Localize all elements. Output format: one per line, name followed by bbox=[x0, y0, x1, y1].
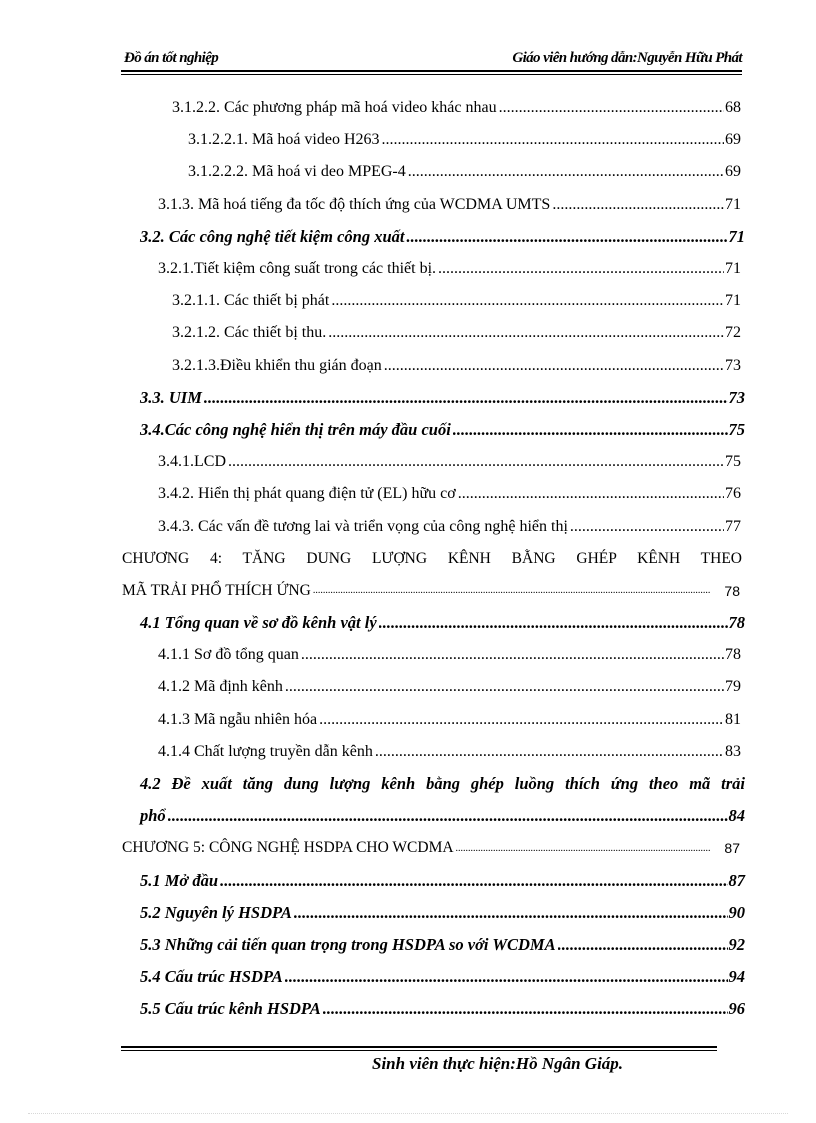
toc-entry[interactable] bbox=[140, 607, 745, 639]
toc-leader bbox=[319, 711, 724, 729]
toc-entry-title: 4.1.2 Mã định kênh bbox=[158, 678, 283, 696]
toc-entry-title: 3.3. UIM bbox=[140, 387, 202, 407]
toc-entry-page: 76 bbox=[725, 485, 741, 503]
toc-entry-title: 4.2 Đề xuất tăng dung lượng kênh bằng ghép luồng thích ứng theo mã trải bbox=[140, 773, 745, 793]
toc-entry-title: 3.2.1.2. Các thiết bị thu. bbox=[172, 324, 327, 342]
header-rule-thin bbox=[121, 74, 742, 75]
toc-entry-page: 71 bbox=[725, 292, 741, 310]
toc-entry-title: 3.2.1.Tiết kiệm công suất trong các thiết bị. bbox=[158, 260, 437, 278]
toc-entry-title: 3.1.2.2.1. Mã hoá video H263 bbox=[188, 131, 380, 149]
toc-entry[interactable] bbox=[140, 414, 745, 446]
toc-leader bbox=[228, 453, 724, 471]
toc-leader bbox=[456, 843, 711, 854]
toc-entry-title: 3.4.Các công nghệ hiển thị trên máy đầu cuối bbox=[140, 419, 451, 439]
toc-leader bbox=[458, 485, 724, 503]
toc-leader bbox=[313, 585, 711, 596]
toc-entry[interactable] bbox=[158, 189, 741, 221]
toc-leader bbox=[375, 743, 724, 761]
toc-leader bbox=[379, 613, 728, 633]
toc-group-chapter-4 bbox=[0, 607, 816, 768]
toc-entry-page: 71 bbox=[728, 226, 745, 246]
header-left: Đồ án tốt nghiệp bbox=[124, 50, 219, 66]
toc-entry-title: 3.1.2.2. Các phương pháp mã hoá video khác nhau bbox=[172, 99, 497, 117]
toc-leader bbox=[301, 646, 724, 664]
toc-leader bbox=[438, 260, 724, 278]
footer-rule-thin bbox=[121, 1050, 717, 1051]
toc-entry-title: CHƯƠNG 5: CÔNG NGHỆ HSDPA CHO WCDMA bbox=[122, 839, 454, 857]
toc-entry-page: 75 bbox=[728, 419, 745, 439]
toc-entry-title: 4.1.4 Chất lượng truyền dẫn kênh bbox=[158, 742, 373, 760]
toc-entry-title: 5.4 Cấu trúc HSDPA bbox=[140, 967, 283, 987]
toc-entry-page: 87 bbox=[724, 840, 740, 857]
toc-entry[interactable] bbox=[172, 350, 741, 382]
toc-leader bbox=[323, 999, 728, 1019]
toc-entry-page: 81 bbox=[725, 710, 741, 728]
toc-entry[interactable] bbox=[158, 478, 741, 510]
toc-entry-title: phổ bbox=[140, 806, 166, 826]
toc-entry-title: 3.4.2. Hiển thị phát quang điện tử (EL) hữu cơ bbox=[158, 485, 456, 503]
toc-entry-title: MÃ TRẢI PHỔ THÍCH ỨNG bbox=[122, 581, 311, 599]
header-rule bbox=[121, 70, 742, 72]
toc-entry-page: 69 bbox=[725, 163, 741, 181]
toc-entry-page: 72 bbox=[725, 324, 741, 342]
toc-entry-title: 3.1.2.2.2. Mã hoá vi deo MPEG-4 bbox=[188, 163, 406, 181]
toc-entry-title: 4.1.1 Sơ đồ tổng quan bbox=[158, 646, 299, 664]
toc-entry-title: 4.1 Tổng quan về sơ đồ kênh vật lý bbox=[140, 613, 377, 633]
toc-leader bbox=[331, 292, 724, 310]
toc-chapter-4-line2[interactable] bbox=[122, 575, 742, 607]
toc-leader bbox=[285, 678, 724, 696]
toc-entry-page: 71 bbox=[725, 260, 741, 278]
toc-entry[interactable] bbox=[140, 897, 745, 929]
toc-leader bbox=[294, 903, 728, 923]
toc-entry-page: 96 bbox=[728, 999, 745, 1019]
toc-entry-title: 5.3 Những cải tiến quan trọng trong HSDPA so với WCDMA bbox=[140, 934, 556, 954]
toc-entry-page: 83 bbox=[725, 742, 741, 760]
toc-entry[interactable] bbox=[158, 446, 741, 478]
toc-entry-title: 3.1.3. Mã hoá tiếng đa tốc độ thích ứng của WCDMA UMTS bbox=[158, 195, 551, 213]
toc-entry[interactable] bbox=[158, 671, 741, 703]
toc-entry-4-2-line2[interactable] bbox=[140, 800, 745, 832]
toc-entry-page: 77 bbox=[725, 517, 741, 535]
toc-leader bbox=[453, 420, 728, 440]
toc-entry-title: CHƯƠNG 4: TĂNG DUNG LƯỢNG KÊNH BẰNG GHÉP KÊNH THEO bbox=[122, 549, 742, 567]
toc-entry-page: 68 bbox=[725, 99, 741, 117]
toc-group-chapter-3 bbox=[0, 92, 816, 543]
header-right: Giáo viên hướng dẫn:Nguyễn Hữu Phát bbox=[512, 50, 742, 66]
toc-entry-title: 5.5 Cấu trúc kênh HSDPA bbox=[140, 999, 321, 1019]
toc-entry-page: 78 bbox=[725, 646, 741, 664]
toc-entry[interactable] bbox=[140, 382, 745, 414]
toc-leader bbox=[382, 131, 724, 149]
toc-leader bbox=[384, 357, 724, 375]
toc-entry-title: 5.1 Mở đầu bbox=[140, 870, 219, 890]
toc-entry-page: 75 bbox=[725, 453, 741, 471]
toc-entry-page: 90 bbox=[728, 902, 745, 922]
toc-entry-page: 69 bbox=[725, 131, 741, 149]
table-of-contents bbox=[0, 92, 816, 1025]
toc-leader bbox=[552, 196, 724, 214]
toc-entry-title: 3.4.1.LCD bbox=[158, 453, 226, 471]
toc-leader bbox=[204, 388, 728, 408]
toc-entry[interactable] bbox=[140, 929, 745, 961]
toc-group-chapter-5 bbox=[0, 865, 816, 1026]
toc-entry-title: 3.2. Các công nghệ tiết kiệm công xuất bbox=[140, 226, 405, 246]
toc-chapter-4-line1[interactable] bbox=[122, 543, 742, 575]
toc-leader bbox=[406, 227, 727, 247]
toc-entry[interactable] bbox=[158, 253, 741, 285]
toc-entry-page: 71 bbox=[725, 195, 741, 213]
toc-entry-page: 87 bbox=[728, 870, 745, 890]
toc-leader bbox=[220, 871, 727, 891]
toc-entry-title: 3.4.3. Các vấn đề tương lai và triển vọng của công nghệ hiển thị bbox=[158, 517, 568, 535]
toc-entry[interactable] bbox=[158, 704, 741, 736]
toc-entry[interactable] bbox=[140, 221, 745, 253]
page-edge bbox=[28, 1113, 788, 1115]
toc-leader bbox=[285, 967, 728, 987]
toc-entry[interactable] bbox=[140, 865, 745, 897]
toc-leader bbox=[558, 935, 728, 955]
toc-entry-page: 92 bbox=[728, 934, 745, 954]
toc-entry[interactable] bbox=[172, 285, 741, 317]
toc-entry-page: 78 bbox=[724, 582, 740, 599]
toc-entry[interactable] bbox=[172, 317, 741, 349]
toc-chapter-5[interactable] bbox=[122, 832, 742, 864]
toc-entry[interactable] bbox=[140, 961, 745, 993]
toc-entry-page: 73 bbox=[728, 387, 745, 407]
toc-entry[interactable] bbox=[158, 736, 741, 768]
toc-leader bbox=[168, 806, 728, 826]
toc-entry[interactable] bbox=[158, 510, 741, 542]
toc-entry-page: 94 bbox=[728, 967, 745, 987]
toc-leader bbox=[328, 324, 724, 342]
toc-leader bbox=[570, 518, 724, 536]
toc-entry-4-2-line1[interactable] bbox=[140, 768, 745, 800]
toc-entry-title: 4.1.3 Mã ngẫu nhiên hóa bbox=[158, 710, 318, 728]
toc-entry[interactable] bbox=[158, 639, 741, 671]
toc-entry[interactable] bbox=[188, 156, 741, 188]
footer-rule bbox=[121, 1046, 717, 1048]
toc-entry-title: 5.2 Nguyên lý HSDPA bbox=[140, 902, 292, 922]
footer-author: Sinh viên thực hiện:Hồ Ngân Giáp. bbox=[372, 1054, 624, 1073]
toc-entry-page: 78 bbox=[728, 613, 745, 633]
toc-entry[interactable] bbox=[140, 993, 745, 1025]
toc-entry[interactable] bbox=[172, 92, 741, 124]
toc-entry-page: 84 bbox=[728, 806, 745, 826]
toc-entry-page: 73 bbox=[725, 356, 741, 374]
toc-entry-page: 79 bbox=[725, 678, 741, 696]
toc-entry-title: 3.2.1.1. Các thiết bị phát bbox=[172, 292, 330, 310]
toc-entry[interactable] bbox=[188, 124, 741, 156]
toc-leader bbox=[408, 163, 724, 181]
toc-entry-title: 3.2.1.3.Điều khiển thu gián đoạn bbox=[172, 356, 382, 374]
toc-leader bbox=[499, 99, 724, 117]
